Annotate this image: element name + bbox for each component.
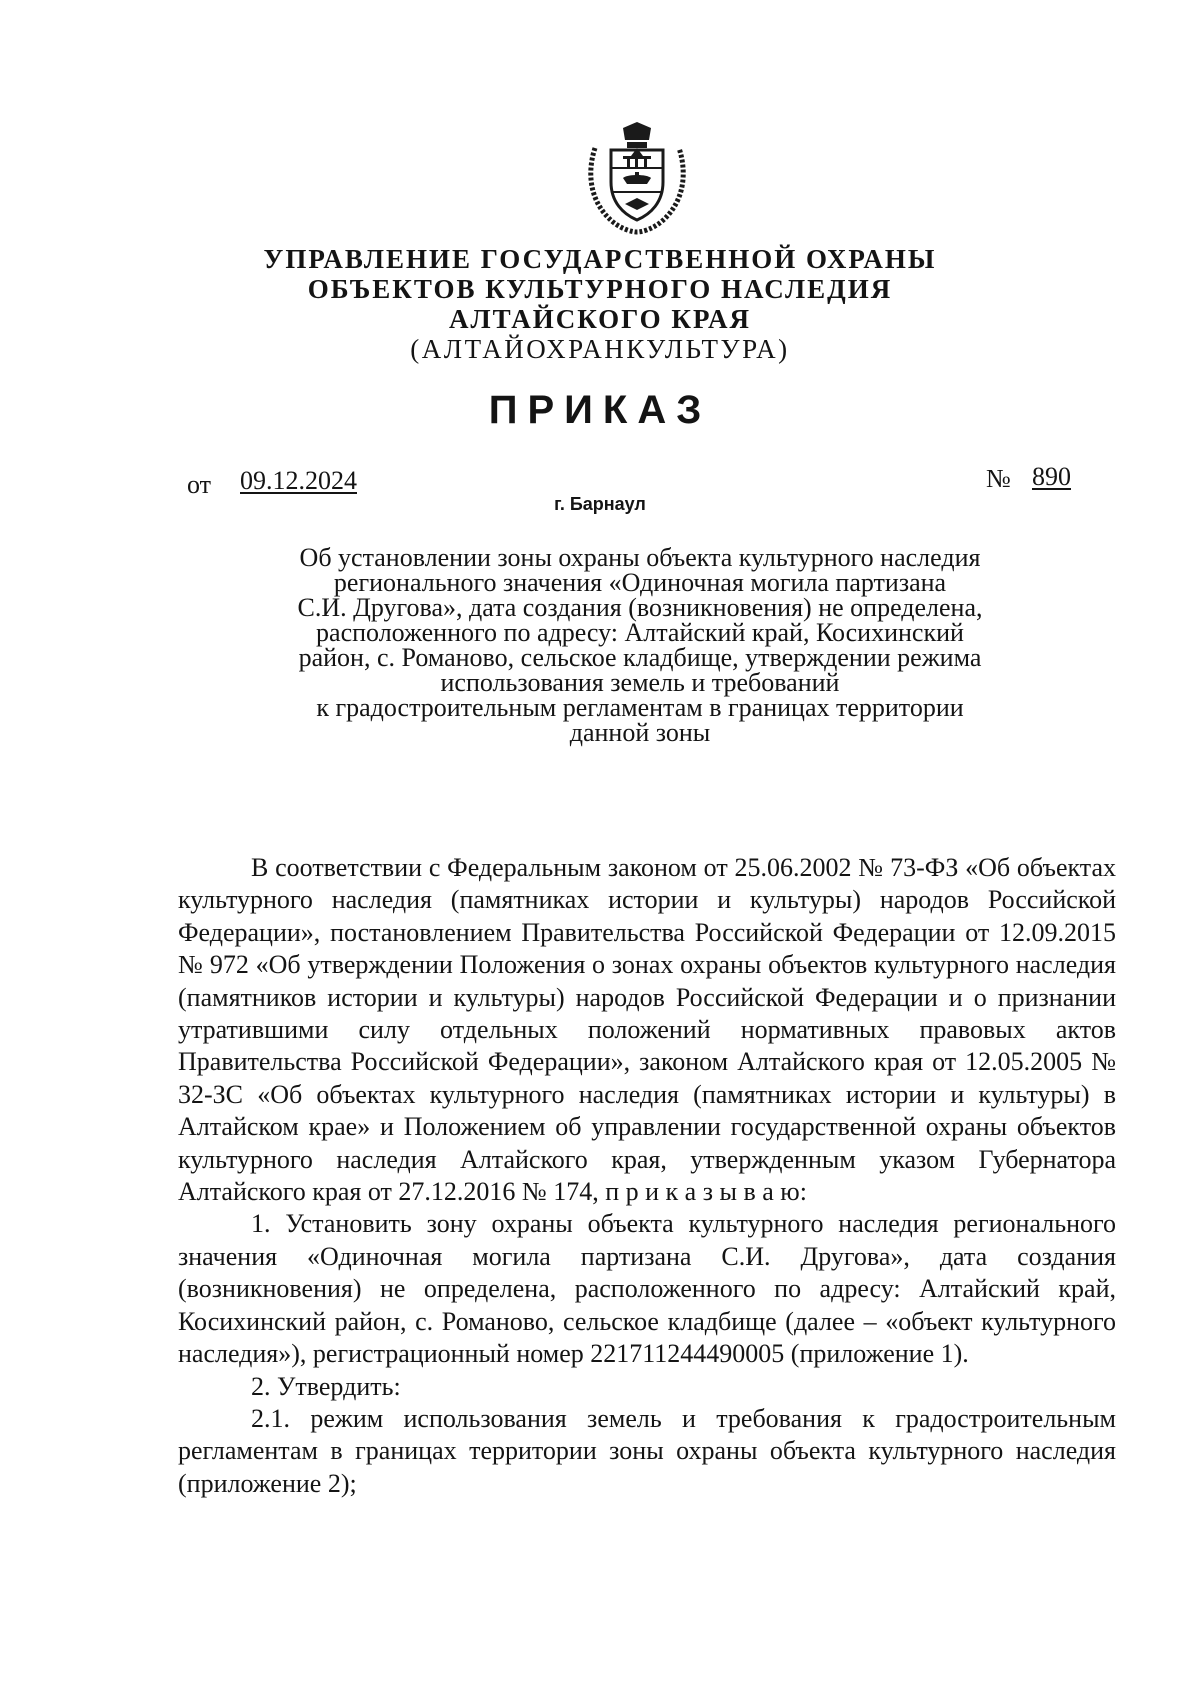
- subject-line: регионального значения «Одиночная могила партизана: [333, 568, 947, 597]
- document-subject: [190, 545, 1090, 745]
- number-label: №: [986, 464, 1011, 493]
- altai-krai-coat-of-arms-icon: [583, 120, 691, 236]
- body-paragraph-preamble: В соответствии с Федеральным законом от 25.06.2002 № 73-ФЗ «Об объектах культурного наследия (памятниках истории и культуры) народов Российской Федерации», постановлением Правительства Российской Федерации от 12.09.2015 № 972 «Об утверждении Положения о зонах охраны объектов культурного наследия (памятников истории и культуры) народов Российской Федерации и о признании утратившими силу отдельных положений нормативных правовых актов Правительства Российской Федерации», законом Алтайского края от 12.05.2005 № 32-ЗС «Об объектах культурного наследия (памятниках истории и культуры) в Алтайском крае» и Положением об управлении государственной охраны объектов культурного наследия Алтайского края, утвержденным указом Губернатора Алтайского края от 27.12.2016 № 174, п р и к а з ы в а ю:: [178, 853, 1116, 1207]
- subject-line: район, с. Романово, сельское кладбище, утверждении режима: [298, 643, 982, 672]
- subject-line: использования земель и требований: [440, 668, 840, 697]
- agency-line: УПРАВЛЕНИЕ ГОСУДАРСТВЕННОЙ ОХРАНЫ: [263, 244, 937, 274]
- agency-line: АЛТАЙСКОГО КРАЯ: [448, 304, 752, 334]
- body-paragraph-item-2: 2. Утвердить:: [251, 1371, 401, 1401]
- agency-short-name: (АЛТАЙОХРАНКУЛЬТУРА): [410, 334, 790, 364]
- document-city: г. Барнаул: [554, 494, 646, 514]
- body-paragraph-item-2-1: 2.1. режим использования земель и требования к градостроительным регламентам в границах территории зоны охраны объекта культурного наследия (приложение 2);: [178, 1403, 1116, 1498]
- body-paragraph-item-1: 1. Установить зону охраны объекта культурного наследия регионального значения «Одиночная могила партизана С.И. Другова», дата создания (возникновения) не определена, расположенного по адресу: Алтайский край, Косихинский район, с. Романово, сельское кладбище (далее – «объект культурного наследия»), регистрационный номер 221711244490005 (приложение 1).: [178, 1209, 1116, 1369]
- document-number: 890: [1032, 462, 1071, 491]
- date-label: от: [187, 470, 212, 499]
- document-body: [178, 852, 1116, 1500]
- subject-line: расположенного по адресу: Алтайский край, Косихинский: [316, 618, 964, 647]
- subject-line: к градостроительным регламентам в границах территории: [316, 693, 964, 722]
- document-date: 09.12.2024: [240, 466, 357, 495]
- subject-line: данной зоны: [569, 718, 711, 747]
- subject-line: С.И. Другова», дата создания (возникновения) не определена,: [297, 593, 983, 622]
- agency-line: ОБЪЕКТОВ КУЛЬТУРНОГО НАСЛЕДИЯ: [307, 274, 893, 304]
- subject-line: Об установлении зоны охраны объекта культурного наследия: [299, 543, 981, 572]
- document-title: ПРИКАЗ: [488, 388, 712, 432]
- agency-name: [0, 244, 1200, 364]
